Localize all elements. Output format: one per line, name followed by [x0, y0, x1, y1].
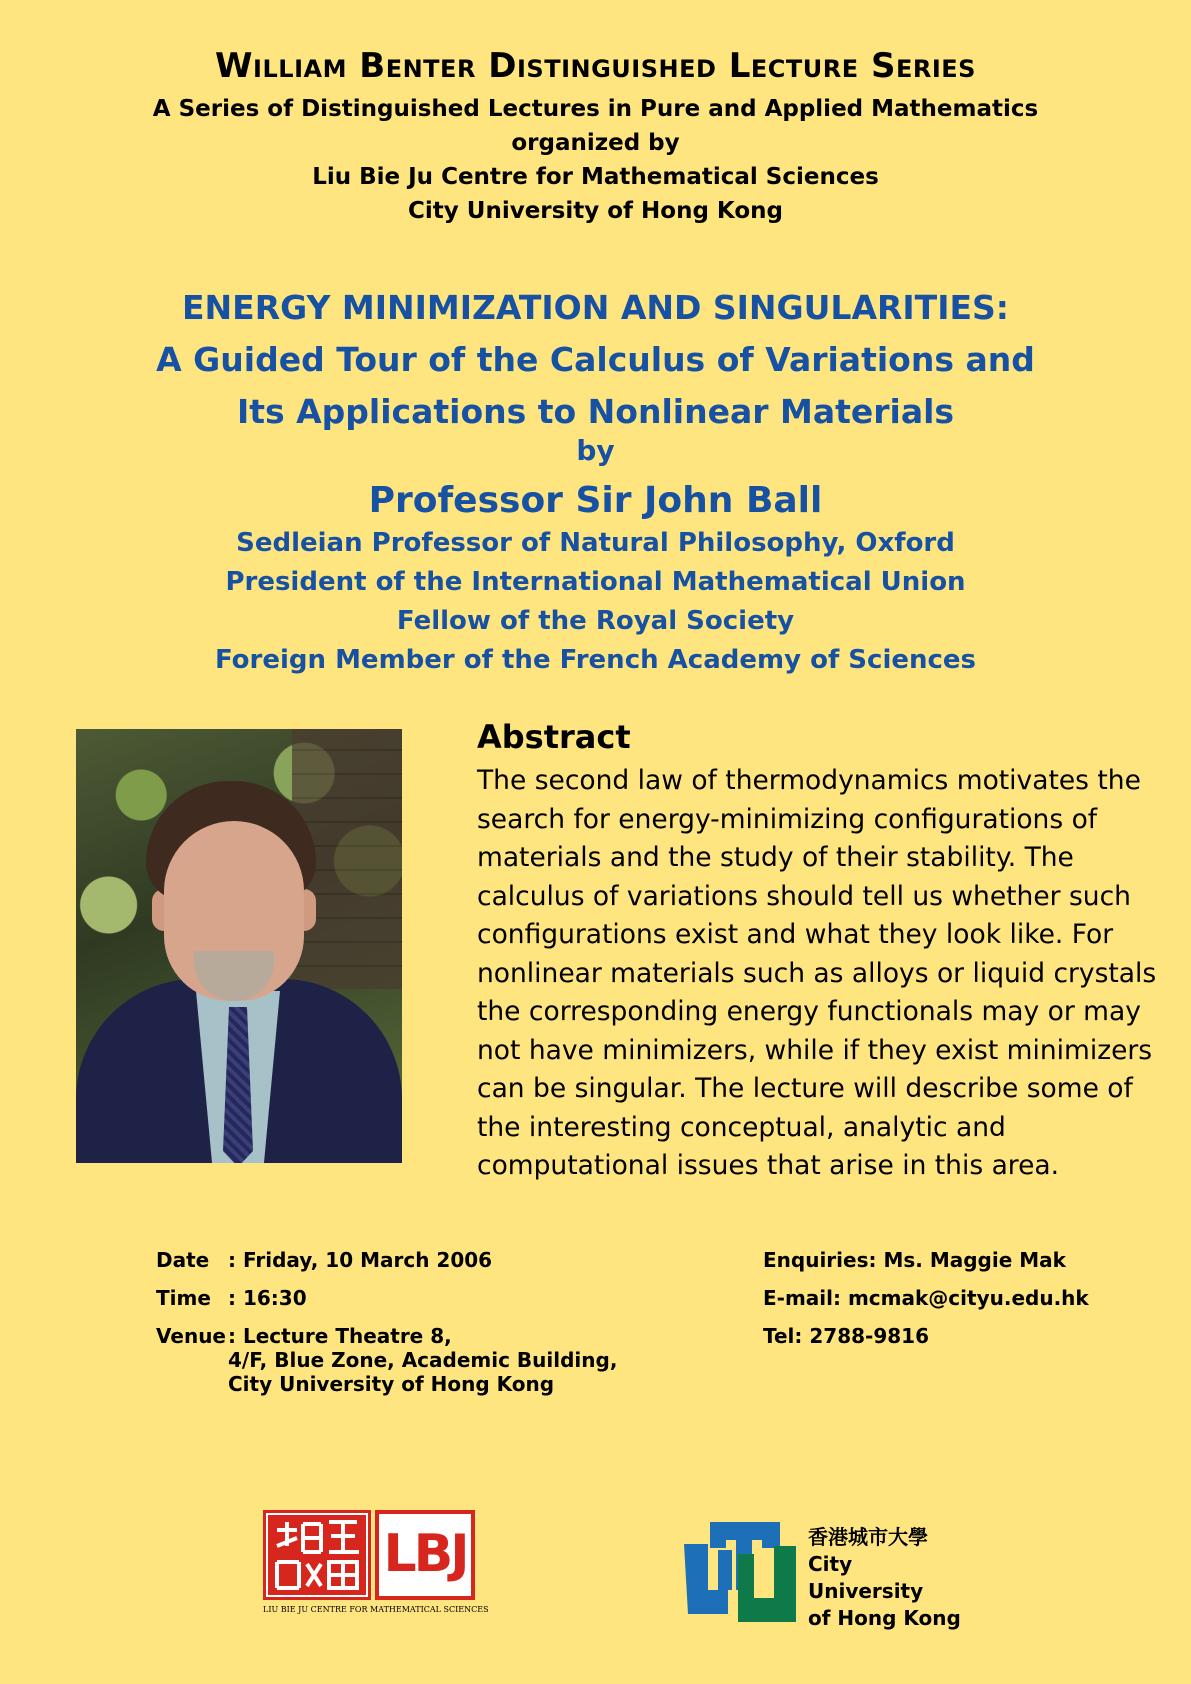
lbj-wordmark-text: LBJ [383, 1524, 467, 1584]
cityu-emblem-icon [682, 1514, 800, 1624]
abstract-line: search for energy-minimizing configurations of [477, 803, 1098, 835]
speaker-credentials [0, 524, 1191, 680]
talk-title [0, 282, 1191, 438]
email-contact[interactable]: E-mail: mcmak@cityu.edu.hk [763, 1286, 1089, 1310]
time-label: Time [156, 1286, 211, 1310]
abstract-line: The second law of thermodynamics motivates the [477, 765, 1141, 796]
cityu-name [808, 1524, 962, 1632]
organizer-centre: Liu Bie Ju Centre for Mathematical Sciences [312, 164, 879, 190]
lbj-seal-icon [263, 1510, 371, 1600]
speaker-name: Professor Sir John Ball [368, 480, 823, 521]
abstract-line: the corresponding energy functionals may or may [477, 996, 1141, 1027]
date-label: Date [156, 1248, 210, 1272]
venue-row [156, 1324, 617, 1396]
credential-line: Sedleian Professor of Natural Philosophy, Oxford [236, 528, 955, 558]
organized-by: organized by [511, 130, 680, 156]
abstract-line: not have minimizers, while if they exist minimizers [477, 1034, 1153, 1066]
lbj-wordmark [375, 1510, 475, 1600]
abstract-heading: Abstract [477, 718, 631, 756]
talk-title-line: ENERGY MINIMIZATION AND SINGULARITIES: [182, 288, 1009, 327]
abstract-line: configurations exist and what they look like. For [477, 919, 1114, 950]
lbj-caption: LIU BIE JU CENTRE FOR MATHEMATICAL SCIENCES [263, 1605, 489, 1614]
cityu-chinese-name: 香港城市大學 [808, 1525, 928, 1549]
credential-line: Fellow of the Royal Society [396, 606, 795, 636]
organizer-block [0, 92, 1191, 228]
abstract-line: can be singular. The lecture will describe some of [477, 1073, 1133, 1104]
cityu-logo [682, 1514, 962, 1630]
abstract-line: calculus of variations should tell us whether such [477, 880, 1131, 912]
series-title: William Benter Distinguished Lecture Series [215, 46, 976, 86]
venue-value: : Lecture Theatre 8, 4/F, Blue Zone, Academic Building, City University of Hong Kong [228, 1324, 618, 1396]
abstract-line: nonlinear materials such as alloys or liquid crystals [477, 957, 1157, 989]
abstract-line: the interesting conceptual, analytic and [477, 1111, 1006, 1143]
abstract-line: materials and the study of their stability. The [477, 842, 1074, 873]
venue-label: Venue [156, 1324, 226, 1348]
cityu-name-line: of Hong Kong [808, 1606, 961, 1630]
abstract-line: computational issues that arise in this area. [477, 1150, 1060, 1181]
by-label: by [576, 434, 615, 467]
credential-line: President of the International Mathematical Union [225, 567, 966, 597]
talk-title-line: A Guided Tour of the Calculus of Variations and [156, 340, 1035, 379]
talk-title-line: Its Applications to Nonlinear Materials [236, 392, 955, 431]
enquiries-contact: Enquiries: Ms. Maggie Mak [763, 1248, 1066, 1272]
abstract-body [477, 762, 1167, 1186]
credential-line: Foreign Member of the French Academy of Sciences [214, 645, 977, 675]
organizer-university: City University of Hong Kong [408, 198, 783, 224]
date-value: : Friday, 10 March 2006 [228, 1248, 493, 1272]
time-value: : 16:30 [228, 1286, 307, 1310]
series-subtitle: A Series of Distinguished Lectures in Pure and Applied Mathematics [152, 96, 1039, 122]
time-row [156, 1286, 617, 1310]
phone-contact: Tel: 2788-9816 [763, 1324, 929, 1348]
date-row [156, 1248, 617, 1272]
cityu-name-line: City University [808, 1552, 924, 1603]
contact-details [763, 1248, 1089, 1362]
event-details [156, 1248, 617, 1410]
lbj-centre-logo [263, 1510, 489, 1618]
speaker-photo [76, 729, 402, 1163]
